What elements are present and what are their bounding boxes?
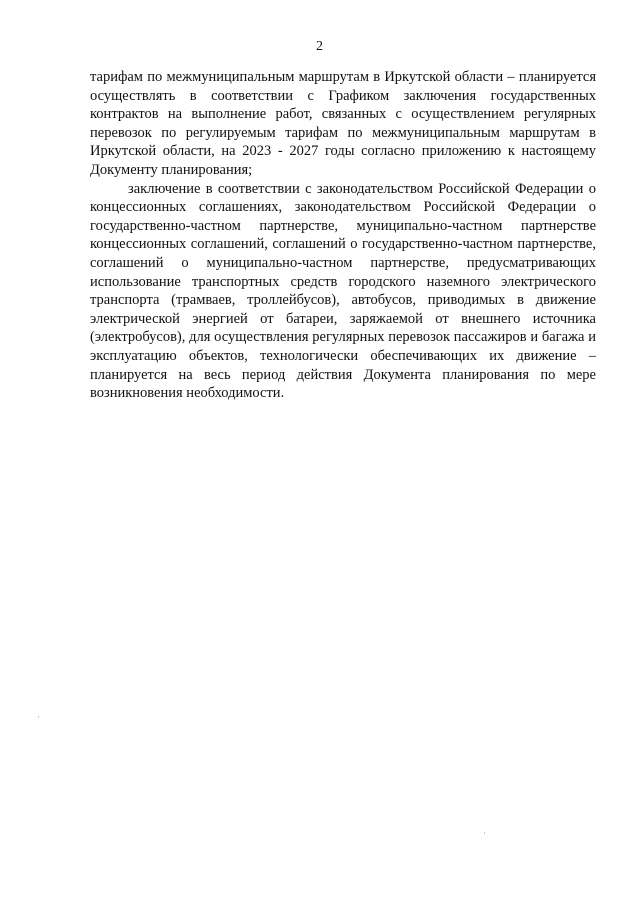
paragraph-tariff-contracts: тарифам по межмуниципальным маршрутам в Иркутской области – планируется осуществлять в соответствии с Графиком заключения государственных контрактов на выполнение работ, связанных с осуществлением регулярных перевозок по регулируемым тарифам по межмуниципальным маршрутам в Иркутской области, на 2023 - 2027 годы согласно приложению к настоящему Документу планирования; — [90, 69, 596, 178]
scan-speck — [484, 832, 485, 834]
scan-speck — [38, 716, 39, 718]
page-number: 2 — [316, 39, 323, 54]
document-body — [90, 68, 596, 403]
paragraph-concession-agreements: заключение в соответствии с законодательством Российской Федерации о концессионных соглашениях, законодательством Российской Федерации о государственно-частном партнерстве, муниципально-частном партнерстве концессионных соглашений, соглашений о государственно-частном партнерстве, соглашений о муниципально-частном партнерстве, предусматривающих использование транспортных средств городского наземного электрического транспорта (трамваев, троллейбусов), автобусов, приводимых в движение электрической энергией от батареи, заряжаемой от внешнего источника (электробусов), для осуществления регулярных перевозок пассажиров и багажа и эксплуатацию объектов, технологически обеспечивающих их движение – планируется на весь период действия Документа планирования по мере возникновения необходимости. — [90, 180, 596, 402]
